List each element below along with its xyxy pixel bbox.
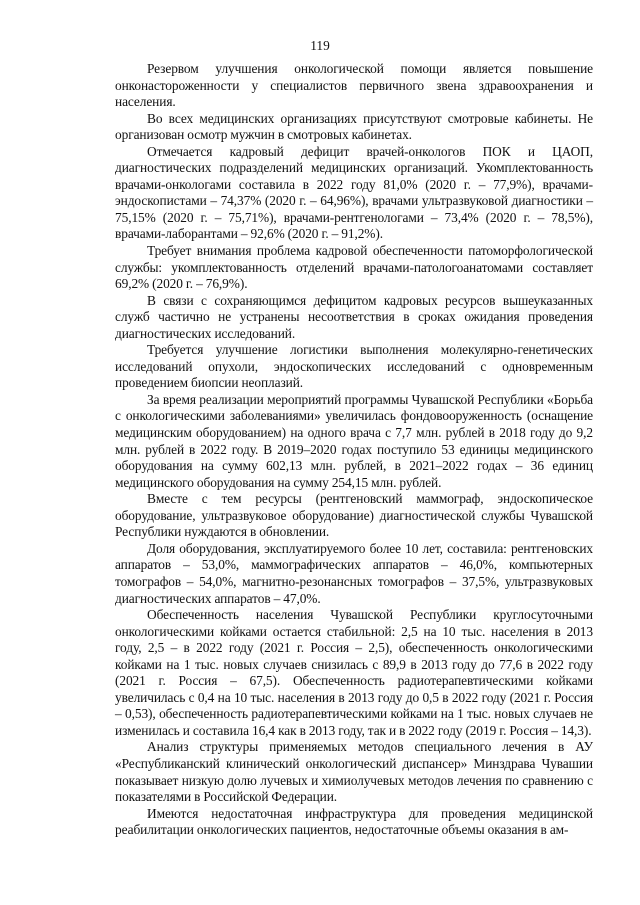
paragraph-staff-shortage: Отмечается кадровый дефицит врачей-онкологов ПОК и ЦАОП, диагностических подразделений медицинских организаций. Укомплектованность врачами-онкологами составила в 2022 году 81,0% (2020 г. – 77,9%), врачами-эндоскопистами – 74,37% (2020 г. – 64,96%), врачами ультразвуковой диагностики – 75,15% (2020 г. – 75,71%), врачами-рентгенологами – 73,4% (2020 г. – 78,5%), врачами-лаборантами – 92,6% (2020 г. – 91,2%). (115, 143, 593, 242)
paragraph-oncology-alertness: Резервом улучшения онкологической помощи является повышение онконастороженности у специалистов первичного звена здравоохранения и населения. (115, 61, 593, 110)
paragraph-equipment-renewal: Вместе с тем ресурсы (рентгеновский маммограф, эндоскопическое оборудование, ультразвуковое оборудование) диагностической службы Чувашской Республики нуждаются в обновлении. (115, 491, 593, 540)
paragraph-equipment-funding: За время реализации мероприятий программы Чувашской Республики «Борьба с онкологическими заболеваниями» увеличилась фондовооруженность (оснащение медицинским оборудованием) на одного врача с 7,7 млн. рублей в 2018 году до 9,2 млн. рублей в 2022 году. В 2019–2020 годах поступило 53 единицы медицинского оборудования на сумму 602,13 млн. рублей, в 2021–2022 годах – 36 единиц медицинского оборудования на сумму 254,15 млн. рублей. (115, 391, 593, 490)
paragraph-equipment-age: Доля оборудования, эксплуатируемого более 10 лет, составила: рентгеновских аппаратов – 53,0%, маммографических аппаратов – 46,0%, компьютерных томографов – 54,0%, магнитно-резонансных томографов – 37,5%, ультразвуковых диагностических аппаратов – 47,0%. (115, 540, 593, 606)
paragraph-rehabilitation: Имеются недостаточная инфраструктура для проведения медицинской реабилитации онкологических пациентов, недостаточные объемы оказания в ам- (115, 805, 593, 838)
paragraph-pathomorphology-staffing: Требует внимания проблема кадровой обеспеченности патоморфологической службы: укомплектованность отделений врачами-патологоанатомами составляет 69,2% (2020 г. – 76,9%). (115, 243, 593, 292)
page-number: 119 (310, 38, 330, 53)
paragraph-treatment-structure: Анализ структуры применяемых методов специального лечения в АУ «Республиканский клинический онкологический диспансер» Минздрава Чувашии показывает низкую долю лучевых и химиолучевых методов лечения по сравнению с показателями в Российской Федерации. (115, 739, 593, 805)
paragraph-examination-rooms: Во всех медицинских организациях присутствуют смотровые кабинеты. Не организован осмотр мужчин в смотровых кабинетах. (115, 110, 593, 143)
paragraph-waiting-times: В связи с сохраняющимся дефицитом кадровых ресурсов вышеуказанных служб частично не устранены несоответствия в сроках ожидания проведения диагностических исследований. (115, 292, 593, 341)
paragraph-logistics: Требуется улучшение логистики выполнения молекулярно-генетических исследований опухоли, эндоскопических исследований с одновременным проведением биопсии неоплазий. (115, 342, 593, 391)
paragraph-bed-provision: Обеспеченность населения Чувашской Республики круглосуточными онкологическими койками остается стабильной: 2,5 на 10 тыс. населения в 2013 году, 2,5 – в 2022 году (2021 г. Россия – 2,5), обеспеченность онкологическими койками на 1 тыс. новых случаев снизилась с 89,9 в 2013 году до 77,6 в 2022 году (2021 г. Россия – 67,5). Обеспеченность радиотерапевтическими койками увеличилась с 0,4 на 10 тыс. населения в 2013 году до 0,5 в 2022 году (2021 г. Россия – 0,53), обеспеченность радиотерапевтическими койками на 1 тыс. новых случаев не изменилась и составила 16,4 как в 2013 году, так и в 2022 году (2019 г. Россия – 14,3). (115, 607, 593, 738)
document-body (115, 61, 593, 839)
